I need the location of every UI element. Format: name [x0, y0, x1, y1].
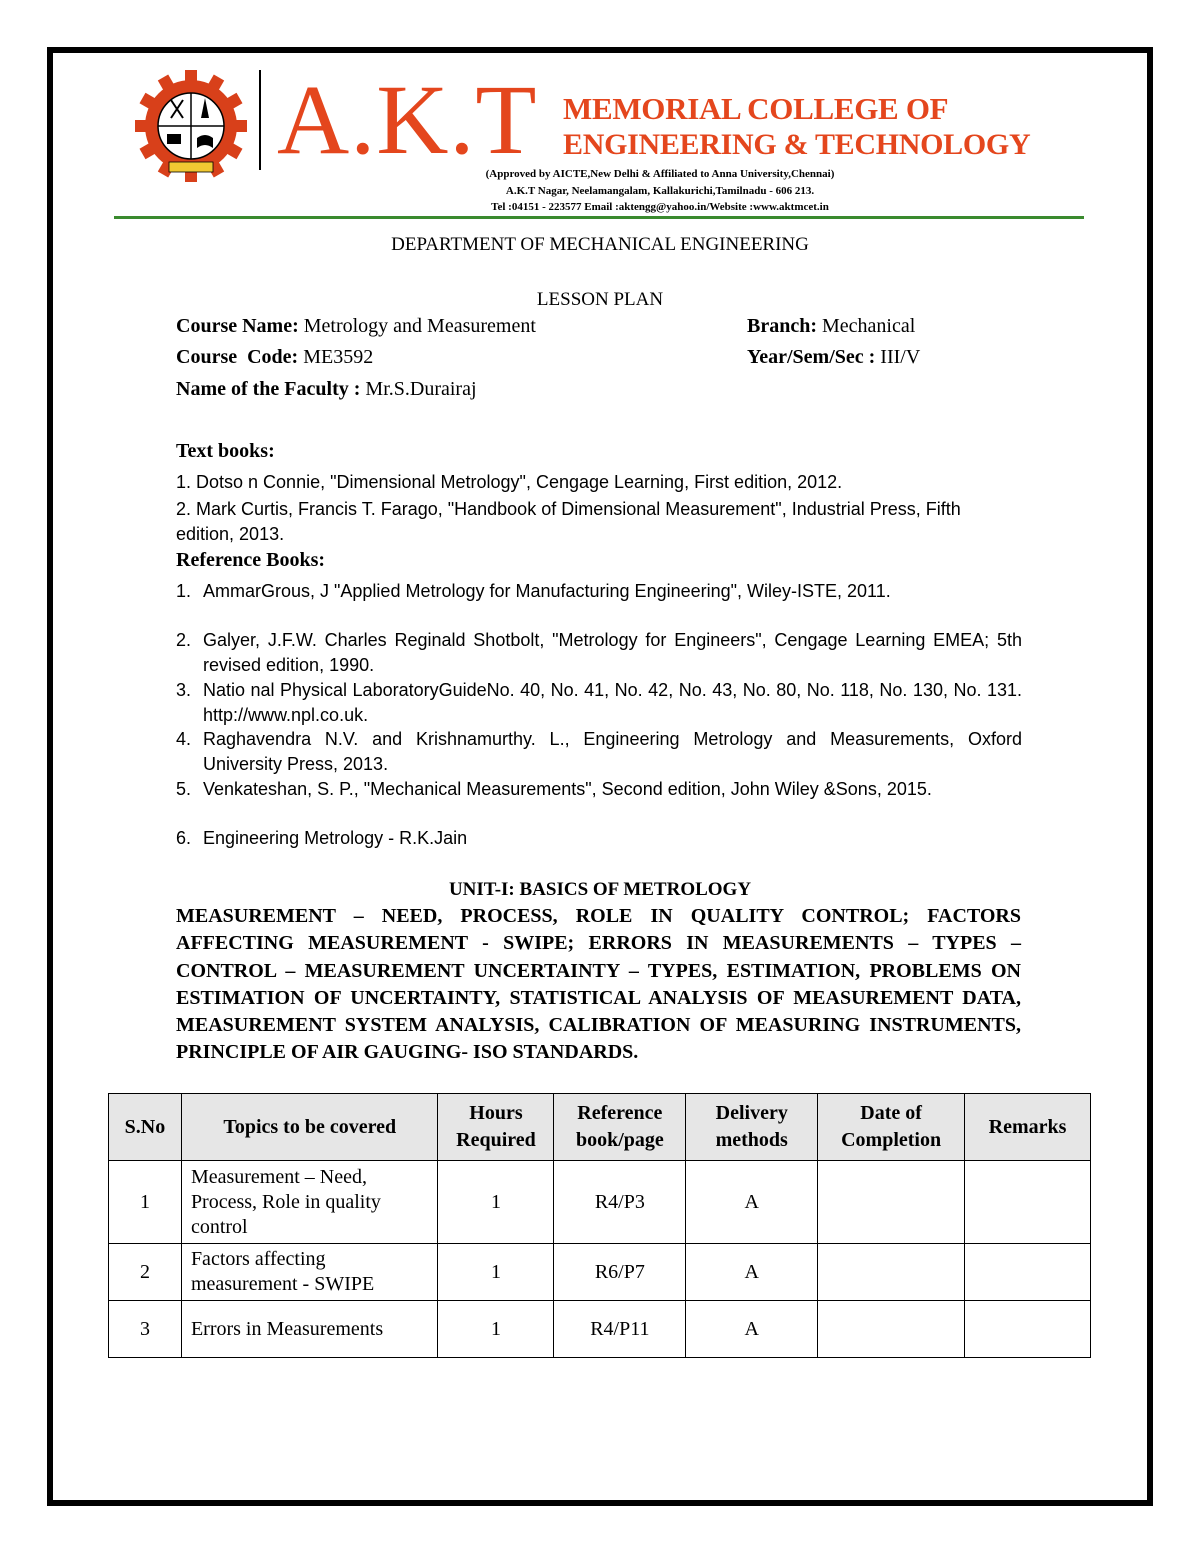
course-name-value: Metrology and Measurement — [303, 315, 536, 337]
cell-delivery: A — [686, 1301, 818, 1358]
faculty-value: Mr.S.Durairaj — [365, 378, 477, 400]
header-rule — [114, 216, 1084, 219]
faculty — [176, 378, 477, 401]
cell-hours: 1 — [438, 1301, 554, 1358]
header-hours: Hours Required — [438, 1094, 554, 1161]
approval-text: (Approved by AICTE,New Delhi & Affiliated to Anna University,Chennai) — [485, 168, 835, 180]
college-acronym: A.K.T — [277, 64, 538, 175]
reference-item — [176, 628, 1022, 677]
faculty-label: Name of the Faculty : — [176, 378, 361, 400]
cell-date — [818, 1244, 965, 1301]
text-book-1: 1. Dotso n Connie, "Dimensional Metrology", Cengage Learning, First edition, 2012. — [176, 472, 843, 492]
course-code-value: ME3592 — [303, 346, 374, 368]
address-text: A.K.T Nagar, Neelamangalam, Kallakurichi,Tamilnadu - 606 213. — [505, 185, 815, 197]
reference-text: Raghavendra N.V. and Krishnamurthy. L., Engineering Metrology and Measurements, Oxford University Press, 2013. — [203, 729, 1022, 774]
cell-sno: 2 — [109, 1244, 182, 1301]
header-sno: S.No — [109, 1094, 182, 1161]
reference-number: 4. — [176, 729, 192, 749]
unit-title: UNIT-I: BASICS OF METROLOGY — [448, 879, 752, 900]
cell-hours: 1 — [438, 1244, 554, 1301]
cell-topic: Factors affecting measurement - SWIPE — [181, 1244, 438, 1301]
cell-remarks — [965, 1244, 1091, 1301]
table-row — [109, 1161, 1091, 1244]
cell-hours: 1 — [438, 1161, 554, 1244]
reference-item — [176, 777, 1022, 802]
reference-item — [176, 826, 1022, 851]
reference-text: Venkateshan, S. P., "Mechanical Measurements", Second edition, John Wiley &Sons, 2015. — [203, 779, 932, 799]
reference-item — [176, 678, 1022, 727]
header-remarks: Remarks — [965, 1094, 1091, 1161]
cell-topic: Measurement – Need, Process, Role in quality control — [181, 1161, 438, 1244]
cell-sno: 1 — [109, 1161, 182, 1244]
unit-description: MEASUREMENT – NEED, PROCESS, ROLE IN QUALITY CONTROL; FACTORS AFFECTING MEASUREMENT - SWIPE; ERRORS IN MEASUREMENTS – TYPES – CONTROL – MEASUREMENT UNCERTAINTY – TYPES, ESTIMATION, PROBLEMS ON ESTIMATION OF UNCERTAINTY, STATISTICAL ANALYSIS OF MEASUREMENT DATA, MEASUREMENT SYSTEM ANALYSIS, CALIBRATION OF MEASURING INSTRUMENTS, PRINCIPLE OF AIR GAUGING- ISO STANDARDS. — [176, 905, 1021, 1064]
reference-text: Galyer, J.F.W. Charles Reginald Shotbolt, "Metrology for Engineers", Cengage Learning EMEA; 5th revised edition, 1990. — [203, 630, 1022, 675]
reference-item — [176, 727, 1022, 776]
cell-reference: R4/P3 — [554, 1161, 686, 1244]
reference-number: 1. — [176, 581, 192, 601]
lesson-plan-title: LESSON PLAN — [536, 289, 664, 310]
cell-delivery: A — [686, 1161, 818, 1244]
course-code — [176, 346, 373, 369]
cell-delivery: A — [686, 1244, 818, 1301]
table-header-row — [109, 1094, 1091, 1161]
header-divider — [259, 70, 261, 170]
table-row — [109, 1301, 1091, 1358]
reference-text: AmmarGrous, J "Applied Metrology for Manufacturing Engineering", Wiley-ISTE, 2011. — [203, 581, 891, 601]
header-delivery: Delivery methods — [686, 1094, 818, 1161]
branch-value: Mechanical — [822, 315, 916, 337]
cell-reference: R6/P7 — [554, 1244, 686, 1301]
reference-text: Natio nal Physical LaboratoryGuideNo. 40, No. 41, No. 42, No. 43, No. 80, No. 118, No. 130, No. 131. http://www.npl.co.uk. — [203, 680, 1022, 725]
cell-topic: Errors in Measurements — [181, 1301, 438, 1358]
college-name-line-1: MEMORIAL COLLEGE OF — [563, 91, 949, 126]
branch — [747, 315, 915, 338]
reference-number: 5. — [176, 779, 192, 799]
cell-reference: R4/P11 — [554, 1301, 686, 1358]
department-title: DEPARTMENT OF MECHANICAL ENGINEERING — [391, 234, 809, 255]
year-sem-sec — [747, 346, 920, 369]
contact-text: Tel :04151 - 223577 Email :aktengg@yahoo.in/Website :www.aktmcet.in — [491, 201, 829, 213]
year-value: III/V — [880, 346, 921, 368]
text-book-2: 2. Mark Curtis, Francis T. Farago, "Handbook of Dimensional Measurement", Industrial Press, Fifth edition, 2013. — [176, 499, 961, 544]
course-name — [176, 315, 536, 338]
lesson-plan-table — [108, 1093, 1091, 1358]
cell-date — [818, 1161, 965, 1244]
year-label: Year/Sem/Sec : — [747, 346, 876, 368]
course-code-label: Course Code: — [176, 346, 299, 368]
college-name-line-2: ENGINEERING & TECHNOLOGY — [563, 128, 1031, 161]
cell-date — [818, 1301, 965, 1358]
cell-remarks — [965, 1301, 1091, 1358]
header-topics: Topics to be covered — [181, 1094, 438, 1161]
college-logo — [135, 70, 247, 182]
text-books-heading: Text books: — [176, 440, 275, 462]
reference-number: 2. — [176, 630, 192, 650]
reference-item — [176, 579, 1022, 604]
reference-number: 3. — [176, 680, 192, 700]
cell-remarks — [965, 1161, 1091, 1244]
table-row — [109, 1244, 1091, 1301]
reference-text: Engineering Metrology - R.K.Jain — [203, 828, 468, 848]
reference-books-heading: Reference Books: — [176, 549, 326, 571]
header-reference: Reference book/page — [554, 1094, 686, 1161]
reference-number: 6. — [176, 828, 192, 848]
course-name-label: Course Name: — [176, 315, 299, 337]
header-date: Date of Completion — [818, 1094, 965, 1161]
branch-label: Branch: — [747, 315, 817, 337]
cell-sno: 3 — [109, 1301, 182, 1358]
